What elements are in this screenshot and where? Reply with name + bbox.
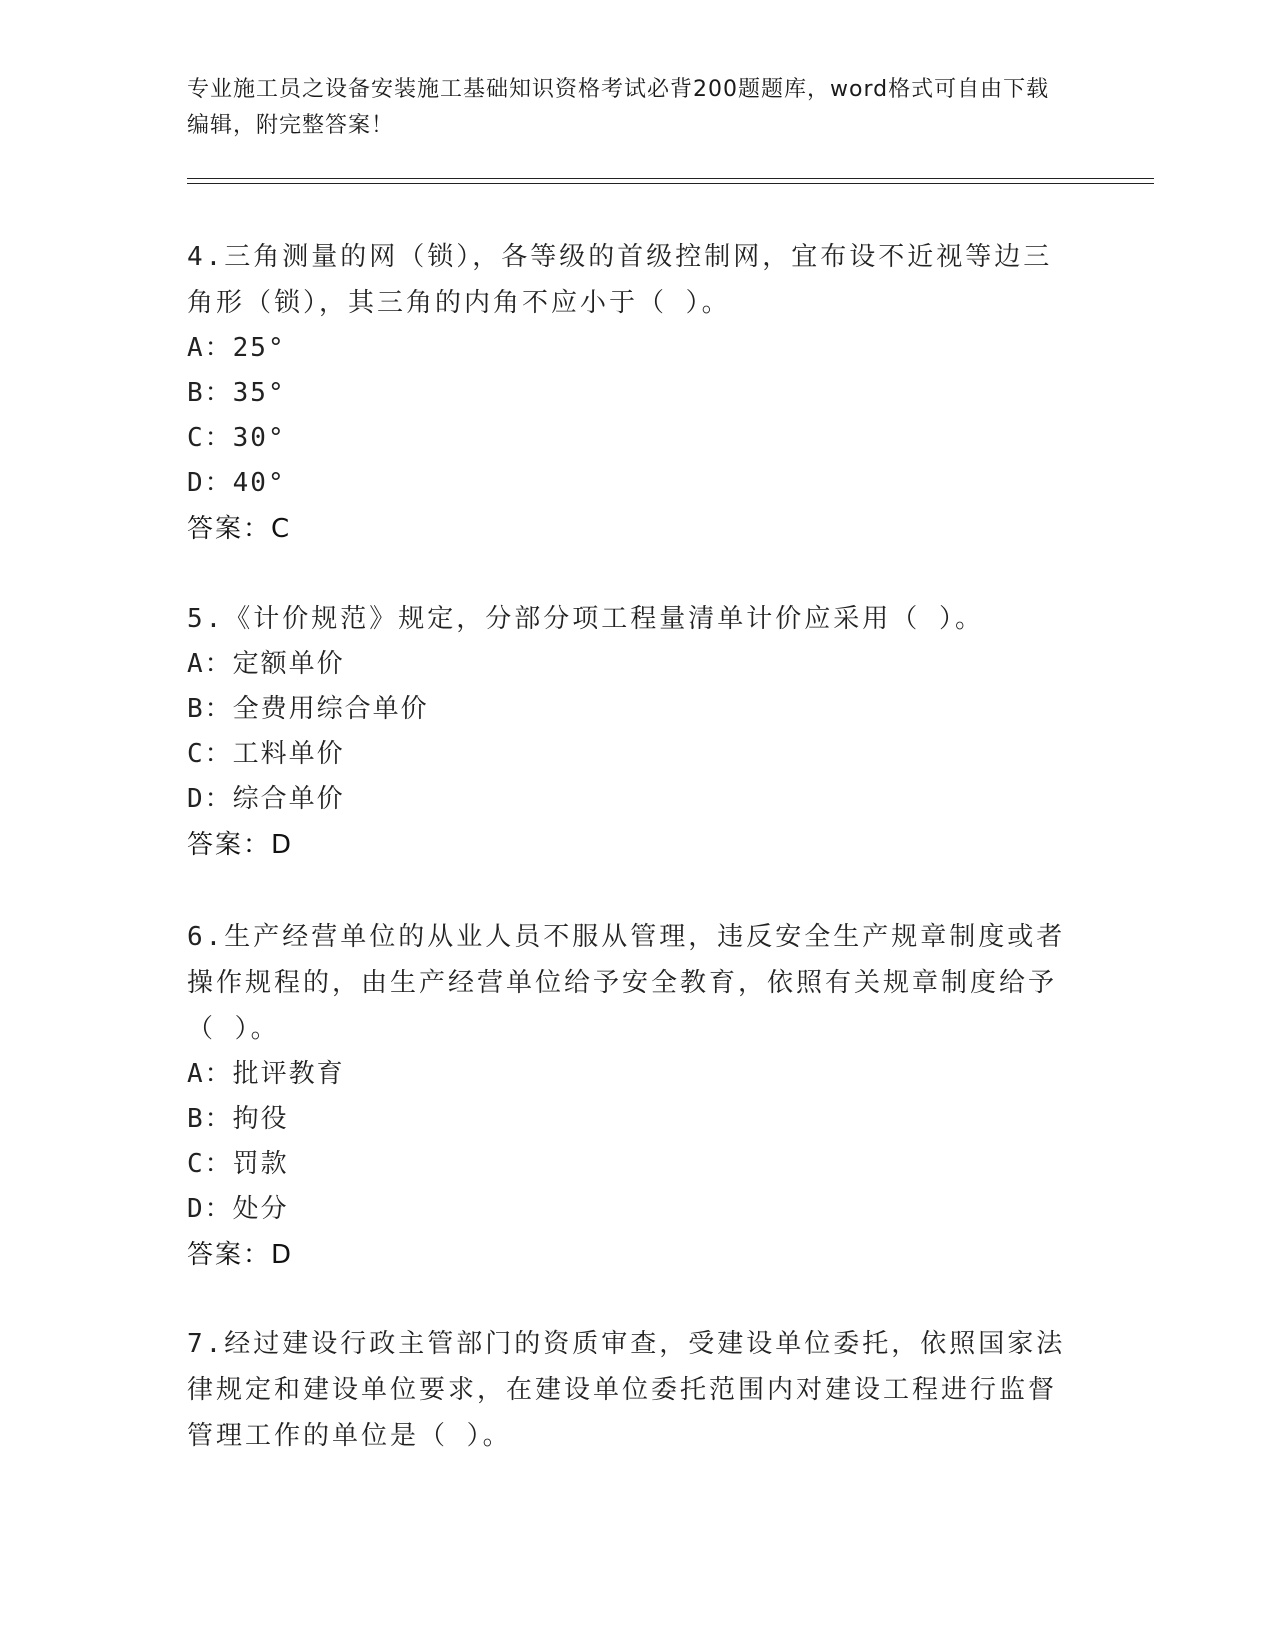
option-a: A：25° <box>187 333 286 363</box>
option-c: C：30° <box>187 423 286 453</box>
header-divider-bottom <box>187 183 1154 184</box>
option-b: B：35° <box>187 378 286 408</box>
question-7 <box>187 1321 1067 1459</box>
option-b: B：全费用综合单价 <box>187 694 429 724</box>
option-d: D：综合单价 <box>187 784 345 814</box>
question-stem: 4.三角测量的网（锁），各等级的首级控制网，宜布设不近视等边三角形（锁），其三角的内角不应小于（ ）。 <box>187 242 1053 318</box>
answer-line: 答案：D <box>187 1240 294 1270</box>
option-a: A：批评教育 <box>187 1059 345 1089</box>
header-divider-top <box>187 178 1154 179</box>
question-stem: 6.生产经营单位的从业人员不服从管理，违反安全生产规章制度或者操作规程的，由生产经营单位给予安全教育，依照有关规章制度给予（ ）。 <box>187 922 1066 1044</box>
question-stem: 7.经过建设行政主管部门的资质审查，受建设单位委托，依照国家法律规定和建设单位要求，在建设单位委托范围内对建设工程进行监督管理工作的单位是（ ）。 <box>187 1329 1066 1451</box>
option-c: C：工料单价 <box>187 739 345 769</box>
answer-line: 答案：D <box>187 830 294 860</box>
question-stem: 5.《计价规范》规定，分部分项工程量清单计价应采用（ ）。 <box>187 604 984 634</box>
document-header: 专业施工员之设备安装施工基础知识资格考试必背200题题库，word格式可自由下载编辑，附完整答案！ <box>187 77 1050 138</box>
question-6 <box>187 914 1067 1278</box>
question-5 <box>187 596 1067 868</box>
option-b: B：拘役 <box>187 1104 289 1134</box>
question-4 <box>187 234 1067 552</box>
option-d: D：处分 <box>187 1194 289 1224</box>
option-d: D：40° <box>187 468 286 498</box>
option-a: A：定额单价 <box>187 649 345 679</box>
option-c: C：罚款 <box>187 1149 289 1179</box>
answer-line: 答案：C <box>187 514 292 544</box>
